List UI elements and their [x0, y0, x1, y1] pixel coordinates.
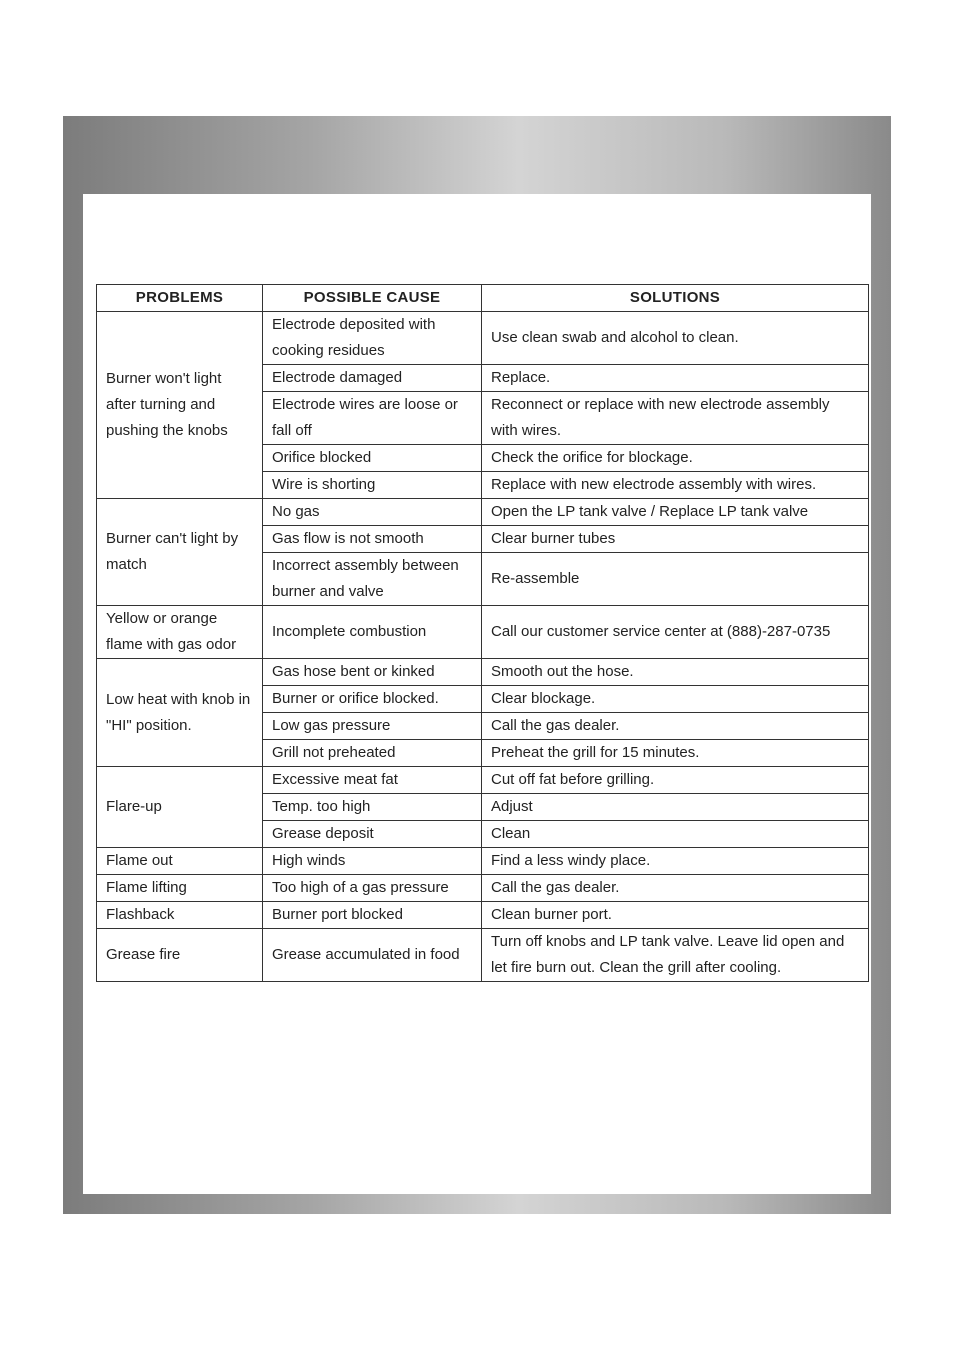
cause-cell: Gas hose bent or kinked — [263, 659, 482, 686]
solution-cell: Call the gas dealer. — [482, 875, 869, 902]
cause-cell: Electrode wires are loose or fall off — [263, 392, 482, 445]
table-row — [97, 767, 869, 794]
solution-cell: Re-assemble — [482, 553, 869, 606]
cause-cell: Electrode damaged — [263, 365, 482, 392]
cause-cell: Excessive meat fat — [263, 767, 482, 794]
header-solutions: SOLUTIONS — [482, 285, 869, 312]
problem-cell: Flashback — [97, 902, 263, 929]
cause-cell: No gas — [263, 499, 482, 526]
solution-cell: Preheat the grill for 15 minutes. — [482, 740, 869, 767]
solution-cell: Call our customer service center at (888)-287-0735 — [482, 606, 869, 659]
cause-cell: Wire is shorting — [263, 472, 482, 499]
header-row — [97, 285, 869, 312]
header-problems: PROBLEMS — [97, 285, 263, 312]
cause-cell: Grill not preheated — [263, 740, 482, 767]
cause-cell: High winds — [263, 848, 482, 875]
solution-cell: Cut off fat before grilling. — [482, 767, 869, 794]
cause-cell: Grease accumulated in food — [263, 929, 482, 982]
problem-cell: Low heat with knob in "HI" position. — [97, 659, 263, 767]
solution-cell: Reconnect or replace with new electrode assembly with wires. — [482, 392, 869, 445]
table-row — [97, 875, 869, 902]
solution-cell: Open the LP tank valve / Replace LP tank valve — [482, 499, 869, 526]
table-row — [97, 659, 869, 686]
solution-cell: Check the orifice for blockage. — [482, 445, 869, 472]
cause-cell: Grease deposit — [263, 821, 482, 848]
cause-cell: Incomplete combustion — [263, 606, 482, 659]
cause-cell: Burner port blocked — [263, 902, 482, 929]
solution-cell: Turn off knobs and LP tank valve. Leave lid open and let fire burn out. Clean the grill after cooling. — [482, 929, 869, 982]
solution-cell: Clean — [482, 821, 869, 848]
problem-cell: Burner won't light after turning and pushing the knobs — [97, 312, 263, 499]
solution-cell: Clear burner tubes — [482, 526, 869, 553]
cause-cell: Too high of a gas pressure — [263, 875, 482, 902]
table-row — [97, 312, 869, 365]
problem-cell: Burner can't light by match — [97, 499, 263, 606]
solution-cell: Clear blockage. — [482, 686, 869, 713]
solution-cell: Use clean swab and alcohol to clean. — [482, 312, 869, 365]
problem-cell: Flare-up — [97, 767, 263, 848]
table-row — [97, 606, 869, 659]
troubleshooting-table — [96, 284, 869, 982]
cause-cell: Burner or orifice blocked. — [263, 686, 482, 713]
table-row — [97, 902, 869, 929]
table-row — [97, 499, 869, 526]
problem-cell: Flame out — [97, 848, 263, 875]
solution-cell: Call the gas dealer. — [482, 713, 869, 740]
cause-cell: Electrode deposited with cooking residues — [263, 312, 482, 365]
solution-cell: Smooth out the hose. — [482, 659, 869, 686]
solution-cell: Clean burner port. — [482, 902, 869, 929]
solution-cell: Replace. — [482, 365, 869, 392]
problem-cell: Flame lifting — [97, 875, 263, 902]
solution-cell: Replace with new electrode assembly with wires. — [482, 472, 869, 499]
table-row — [97, 929, 869, 982]
cause-cell: Orifice blocked — [263, 445, 482, 472]
problem-cell: Grease fire — [97, 929, 263, 982]
solution-cell: Adjust — [482, 794, 869, 821]
solution-cell: Find a less windy place. — [482, 848, 869, 875]
cause-cell: Low gas pressure — [263, 713, 482, 740]
table-row — [97, 848, 869, 875]
problem-cell: Yellow or orange flame with gas odor — [97, 606, 263, 659]
header-possible-cause: POSSIBLE CAUSE — [263, 285, 482, 312]
cause-cell: Gas flow is not smooth — [263, 526, 482, 553]
cause-cell: Incorrect assembly between burner and valve — [263, 553, 482, 606]
cause-cell: Temp. too high — [263, 794, 482, 821]
